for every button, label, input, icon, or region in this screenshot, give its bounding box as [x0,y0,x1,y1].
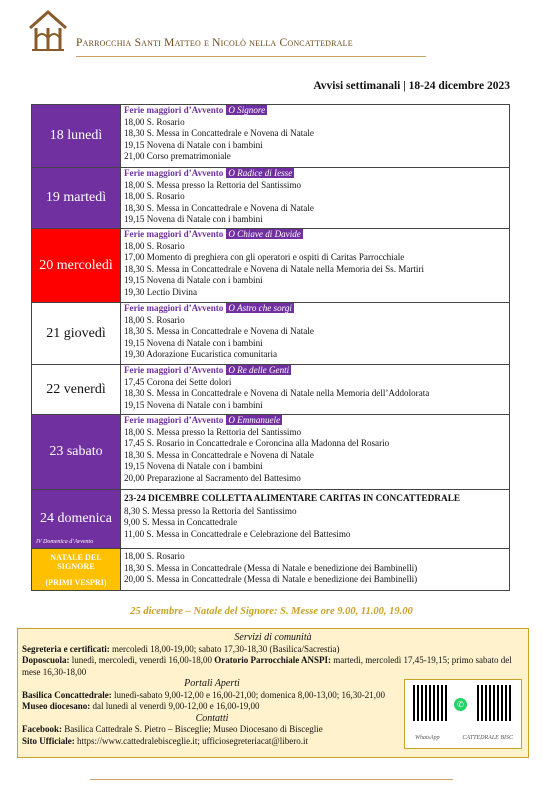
doposcuola-text: lunedì, mercoledì, venerdì 16,00-18,00 [69,655,215,665]
parish-title: Parrocchia Santi Matteo e Nicolò nella Concattedrale [76,37,353,49]
event-line: 18,00 S. Messa presso la Rettoria del Santissimo [124,426,302,437]
day-events [121,490,509,548]
event-line: 17,45 Corona dei Sette dolori [124,376,232,387]
day-label-cell [32,490,121,548]
day-label: 23 sabato [49,444,103,459]
event-line: 19,15 Novena di Natale con i bambini [124,275,263,285]
whatsapp-icon: ✆ [454,698,467,711]
antiphon-badge: O Radice di Iesse [228,168,293,178]
ferie-label: Ferie maggiori d’Avvento [124,105,224,115]
event-line: 11,00 S. Messa in Concattedrale e Celebrazione del Battesimo [124,528,351,539]
day-label: 18 lunedì [49,128,103,143]
day-events [121,549,509,590]
event-line: 20,00 Preparazione al Sacramento del Battesimo [124,472,301,483]
doposcuola-label: Doposcuola: [22,655,70,665]
event-line: 18,30 S. Messa in Concattedrale e Novena di Natale nella Memoria dei Ss. Martiri [124,263,425,274]
day-label: 20 mercoledì [39,257,113,273]
day-events [121,303,509,364]
event-line: 18,00 S. Rosario [124,551,185,561]
antiphon-badge: O Astro che sorgi [228,303,292,313]
antiphon-badge: O Signore [228,105,266,115]
event-line: 17,00 Momento di preghiera con gli operatori e ospiti di Caritas Parrocchiale [124,252,405,262]
event-line: 20,00 S. Messa in Concattedrale (Messa di Natale e benedizione dei Bambinelli) [124,574,418,584]
basilica-row [22,690,402,713]
website-qr-code[interactable] [477,685,513,721]
sito-link[interactable]: https://www.cattedralebisceglie.it; ufficiosegreteriacat@libero.it [74,735,308,746]
day-label: 19 martedì [45,190,107,205]
header-divider [76,56,426,57]
event-line: 19,15 Novena di Natale con i bambini [124,461,263,471]
sito-row[interactable] [22,736,402,748]
segreteria-row [22,644,524,656]
oratorio-text: martedì, mercoledì 17,45-19,15; primo sabato del mese 16,30-18,00 [22,655,512,677]
weekly-title: Avvisi settimanali | 18-24 dicembre 2023 [313,80,510,92]
day-label-cell [32,365,121,414]
footer-divider [90,779,453,780]
ferie-label: Ferie maggiori d’Avvento [124,365,224,375]
ferie-label: Ferie maggiori d’Avvento [124,168,224,178]
facebook-row [22,724,402,736]
day-label-cell [32,229,121,302]
day-events [121,168,509,228]
qr-codes-box [404,679,522,749]
website-qr-label: CATTEDRALE BISC [462,734,513,741]
event-line: 18,00 S. Rosario [124,314,185,325]
event-line: 18,30 S. Messa in Concattedrale e Novena di Natale [124,128,314,138]
day-row-natale [32,549,509,590]
museo-text: dal lunedì al venerdì 9,00-12,00 e 16,00-19,00 [90,701,260,711]
day-sublabel: IV Domenica d’Avvento [36,539,94,545]
day-sublabel: (PRIMI VESPRI) [45,577,107,587]
whatsapp-qr-label: WhatsApp [415,734,440,741]
event-line: 19,15 Novena di Natale con i bambini [124,399,263,410]
day-label: 24 domenica [40,511,112,526]
day-label-cell [32,549,121,590]
event-line: 18,30 S. Messa in Concattedrale e Novena di Natale [124,202,314,213]
contacts-box [17,628,529,758]
day-events [121,105,509,167]
event-line: 19,15 Novena di Natale con i bambini [124,337,263,348]
day-label-cell [32,415,121,489]
event-line: 19,30 Adorazione Eucaristica comunitaria [124,349,278,359]
day-row-lunedi [32,105,509,168]
portali-title: Portali Aperti [184,678,240,689]
day-row-mercoledi [32,229,509,303]
event-line: 19,15 Novena di Natale con i bambini [124,214,263,224]
day-events [121,229,509,302]
facebook-label: Facebook: [22,724,62,734]
antiphon-badge: O Chiave di Davide [228,229,301,239]
event-line: 9,00 S. Messa in Concattedrale [124,517,238,527]
day-label-cell [32,168,121,228]
antiphon-badge: O Emmanuele [228,415,281,425]
event-line: 18,30 S. Messa in Concattedrale (Messa di Natale e benedizione dei Bambinelli) [124,562,418,573]
facebook-text: Basilica Cattedrale S. Pietro – Bisceglie; Museo Diocesano di Bisceglie [62,724,323,734]
segreteria-label: Segreteria e certificati: [22,643,110,654]
doposcuola-row [22,655,524,678]
day-label: 21 giovedì [46,325,106,341]
sito-label: Sito Ufficiale: [22,735,75,746]
event-line: 18,00 S. Rosario [124,191,185,201]
contatti-title: Contatti [195,712,229,724]
day-row-sabato [32,415,509,490]
museo-label: Museo diocesano: [22,701,91,711]
day-row-giovedi [32,303,509,365]
day-events [121,365,509,414]
day-row-martedi [32,168,509,229]
event-line: 18,00 S. Rosario [124,240,185,251]
event-line: 19,30 Lectio Divina [124,286,197,297]
event-line: 8,30 S. Messa presso la Rettoria del Santissimo [124,505,297,516]
day-label-cell [32,105,121,167]
whatsapp-qr-code[interactable] [413,685,449,721]
event-line: 18,00 S. Rosario [124,116,185,127]
event-line: 18,30 S. Messa in Concattedrale e Novena di Natale nella Memoria dell’Addolorata [124,388,430,398]
day-label: 22 venerdì [46,381,106,397]
day-label-cell [32,303,121,364]
day-events [121,415,509,489]
event-line: 18,30 S. Messa in Concattedrale e Novena di Natale [124,449,314,460]
day-row-venerdi [32,365,509,415]
ferie-label: Ferie maggiori d’Avvento [124,415,224,425]
basilica-label: Basilica Concattedrale: [22,689,112,700]
event-line: 19,15 Novena di Natale con i bambini [124,139,263,150]
segreteria-text: mercoledì 18,00-19,00; sabato 17,30-18,30 (Basilica/Sacrestia) [109,643,340,654]
weekly-schedule-table [31,104,510,591]
event-line: 21,00 Corso prematrimoniale [124,151,231,161]
basilica-text: lunedì-sabato 9,00-12,00 e 16,00-21,00; domenica 8,00-13,00; 16,30-21,00 [111,689,385,700]
colletta-headline: 23-24 DICEMBRE COLLETTA ALIMENTARE CARITAS IN CONCATTEDRALE [124,494,461,504]
event-line: 18,00 S. Messa presso la Rettoria del Santissimo [124,179,302,190]
antiphon-badge: O Re delle Genti [228,365,290,375]
event-line: 18,30 S. Messa in Concattedrale e Novena di Natale [124,326,314,336]
event-line: 17,45 S. Rosario in Concattedrale e Coroncina alla Madonna del Rosario [124,438,390,448]
day-label: NATALE DEL SIGNORE [50,552,102,571]
ferie-label: Ferie maggiori d’Avvento [124,303,224,313]
day-row-domenica [32,490,509,549]
ferie-label: Ferie maggiori d’Avvento [124,229,224,239]
servizi-title: Servizi di comunità [234,632,312,643]
oratorio-label: Oratorio Parrocchiale ANSPI: [214,655,332,665]
church-logo-icon [27,8,69,52]
christmas-masses-line: 25 dicembre – Natale del Signore: S. Messe ore 9.00, 11.00, 19.00 [130,606,413,617]
